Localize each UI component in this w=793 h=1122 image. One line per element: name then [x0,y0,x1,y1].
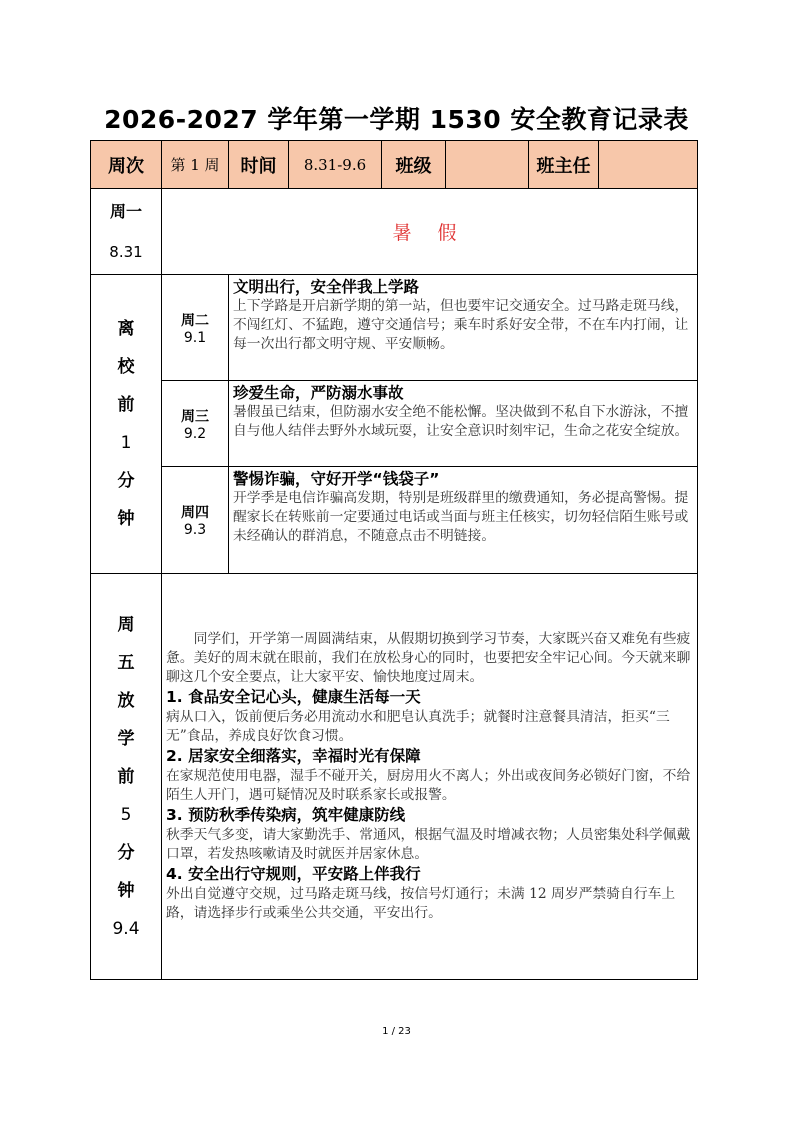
friday-char: 放 [117,690,135,711]
before-leave-char: 1 [120,433,132,453]
friday-item-body: 病从口入，饭前便后务必用流动水和肥皂认真洗手；就餐时注意餐具清洁，拒买“三无”食品，养成良好饮食习惯。 [166,709,670,744]
holiday-text: 暑 假 [162,189,698,275]
header-row [91,141,698,189]
wednesday-row [91,381,698,467]
class-label: 班级 [382,141,446,189]
friday-row [91,574,698,980]
page-number: 1 / 23 [382,1026,411,1037]
before-leave-char: 分 [117,471,135,491]
friday-label [91,574,162,980]
friday-char: 五 [117,652,135,673]
friday-item-heading: 3. 预防秋季传染病，筑牢健康防线 [166,806,406,824]
friday-char: 周 [117,614,135,635]
friday-item-body: 秋季天气多变，请大家勤洗手、常通风，根据气温及时增减衣物；人员密集处科学佩戴口罩，若发热咳嗽请及时就医并居家休息。 [166,827,691,862]
thursday-label [162,467,229,574]
safety-record-table [90,140,698,980]
before-leave-char: 钟 [117,509,135,529]
tuesday-row [91,275,698,381]
friday-item-heading: 2. 居家安全细落实，幸福时光有保障 [166,747,421,765]
teacher-value [599,141,698,189]
time-label: 时间 [229,141,289,189]
friday-item-body: 外出自觉遵守交规，过马路走斑马线，按信号灯通行；未满 12 周岁严禁骑自行车上路，请选择步行或乘坐公共交通，平安出行。 [166,886,676,921]
wednesday-label [162,381,229,467]
topic-heading: 珍爱生命，严防溺水事故 [233,384,404,402]
before-leave-label [91,275,162,574]
tuesday-date: 9.1 [183,329,207,346]
wednesday-topic [229,381,698,467]
topic-heading: 文明出行，安全伴我上学路 [233,278,420,296]
tuesday-topic [229,275,698,381]
thursday-topic [229,467,698,574]
class-value [446,141,529,189]
friday-item-heading: 4. 安全出行守规则，平安路上伴我行 [166,865,421,883]
friday-item-body: 在家规范使用电器，湿手不碰开关，厨房用火不离人；外出或夜间务必锁好门窗，不给陌生人开门，遇可疑情况及时联系家长或报警。 [166,768,691,803]
week-value: 第 1 周 [162,141,229,189]
friday-intro: 同学们，开学第一周圆满结束，从假期切换到学习节奏，大家既兴奋又难免有些疲惫。美好的周末就在眼前，我们在放松身心的同时，也要把安全牢记心间。今天就来聊聊这几个安全要点，让大家平安、愉快地度过周末。 [166,631,691,685]
topic-heading: 警惕诈骗，守好开学“钱袋子” [233,470,440,488]
friday-char: 学 [117,728,135,749]
monday-date: 8.31 [109,242,143,261]
before-leave-char: 离 [117,319,135,339]
friday-char: 前 [117,766,135,787]
friday-content [162,574,698,980]
thursday-day: 周四 [181,505,209,521]
teacher-label: 班主任 [529,141,599,189]
before-leave-char: 校 [117,357,135,377]
wednesday-day: 周三 [181,408,209,425]
friday-char: 分 [117,842,135,863]
topic-body: 暑假虽已结束，但防溺水安全绝不能松懈。坚决做到不私自下水游泳，不擅自与他人结伴去野外水域玩耍，让安全意识时刻牢记，生命之花安全绽放。 [233,404,689,439]
page-title: 2026-2027 学年第一学期 1530 安全教育记录表 [104,105,689,134]
friday-char: 钟 [117,880,135,901]
thursday-date: 9.3 [183,522,207,538]
topic-body: 上下学路是开启新学期的第一站，但也要牢记交通安全。过马路走斑马线，不闯红灯、不猛跑，遵守交通信号；乘车时系好安全带，不在车内打闹，让每一次出行都文明守规、平安顺畅。 [233,298,689,352]
monday-row [91,189,698,275]
friday-date: 9.4 [112,918,140,939]
wednesday-date: 9.2 [183,425,207,442]
friday-char: 5 [120,804,132,825]
monday-label [91,189,162,275]
week-label: 周次 [91,141,162,189]
before-leave-char: 前 [117,395,135,415]
thursday-row [91,467,698,574]
friday-item-heading: 1. 食品安全记心头，健康生活每一天 [166,688,421,706]
topic-body: 开学季是电信诈骗高发期，特别是班级群里的缴费通知，务必提高警惕。提醒家长在转账前一定要通过电话或当面与班主任核实，切勿轻信陌生账号或未经确认的群消息，不随意点击不明链接。 [233,490,689,544]
tuesday-day: 周二 [181,312,209,329]
monday-day: 周一 [109,201,142,221]
tuesday-label [162,275,229,381]
time-value: 8.31-9.6 [289,141,382,189]
